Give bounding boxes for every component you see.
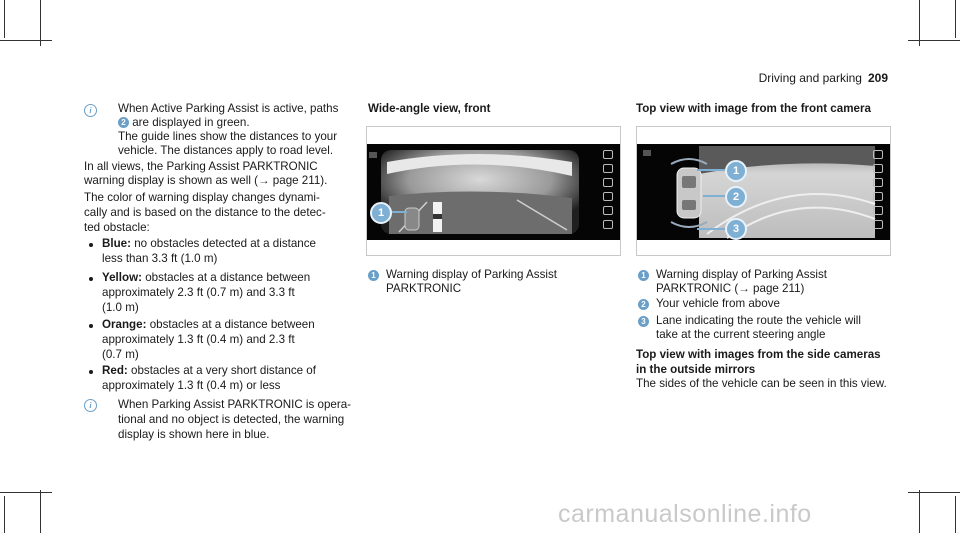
callout-leader	[697, 228, 727, 230]
bullet-term: Blue:	[102, 237, 131, 250]
crop-mark-bottom-left-v	[40, 490, 41, 533]
crop-mark-top-right-h	[908, 40, 960, 41]
note-line: When Parking Assist PARKTRONIC is opera-	[118, 398, 352, 411]
subheading: in the outside mirrors	[636, 363, 756, 376]
bullet-line	[102, 237, 316, 252]
page-number: 209	[867, 71, 888, 85]
side-menu-icon	[603, 192, 613, 201]
bullet-dot	[89, 277, 93, 281]
figure-callout: 1	[725, 160, 747, 182]
bullet-line	[102, 318, 315, 333]
crop-mark-bottom-left-v2	[4, 496, 5, 533]
side-menu-icon	[873, 178, 883, 187]
bullet-text: obstacles at a distance between	[149, 318, 315, 331]
crop-mark-bottom-right-v2	[955, 496, 956, 533]
bullet-text: obstacles at a very short distance of	[131, 364, 316, 377]
crop-mark-bottom-right-h	[908, 492, 960, 493]
body-text: The sides of the vehicle can be seen in this view.	[636, 377, 887, 390]
legend-text: take at the current steering angle	[656, 328, 826, 341]
legend-number: 2	[638, 299, 649, 310]
subheading: Top view with images from the side cameras	[636, 348, 881, 361]
bullet-line: approximately 1.3 ft (0.4 m) and 2.3 ft	[102, 333, 295, 346]
bullet-line: approximately 1.3 ft (0.4 m) or less	[102, 379, 281, 392]
paragraph-line: warning display is shown as well (→ page 211).	[84, 174, 328, 187]
legend-text: Your vehicle from above	[656, 297, 780, 310]
paragraph-line: cally and is based on the distance to the detec-	[84, 206, 326, 219]
side-menu-icon	[873, 192, 883, 201]
callout-leader	[703, 195, 727, 197]
bullet-line: approximately 2.3 ft (0.7 m) and 3.3 ft	[102, 286, 295, 299]
legend-text: PARKTRONIC	[386, 282, 462, 295]
camera-screen	[637, 144, 890, 240]
bullet-line: less than 3.3 ft (1.0 m)	[102, 252, 218, 265]
legend-number: 1	[638, 270, 649, 281]
crop-mark-bottom-left-h	[0, 492, 52, 493]
bullet-dot	[89, 243, 93, 247]
info-icon: i	[84, 399, 97, 412]
note-line	[118, 116, 250, 131]
legend-number: 3	[638, 316, 649, 327]
section-heading: Top view with image from the front camera	[636, 102, 871, 115]
callout-leader	[697, 169, 727, 171]
figure-frame	[366, 126, 621, 256]
paragraph-line: In all views, the Parking Assist PARKTRONIC	[84, 160, 318, 173]
note-text: are displayed in green.	[132, 116, 250, 129]
bullet-term: Orange:	[102, 318, 147, 331]
bullet-line	[102, 271, 310, 286]
paragraph-line: The color of warning display changes dynami-	[84, 191, 320, 204]
legend-text: Lane indicating the route the vehicle will	[656, 314, 861, 327]
crop-mark-top-right-v2	[955, 0, 956, 38]
figure-callout: 3	[725, 218, 747, 240]
bullet-line	[102, 364, 316, 379]
bullet-term: Yellow:	[102, 271, 142, 284]
crop-mark-top-left-v2	[4, 0, 5, 38]
watermark: carmanualsonline.info	[558, 500, 812, 528]
note-line: The guide lines show the distances to your	[118, 130, 338, 143]
note-line: tional and no object is detected, the warning	[118, 413, 345, 426]
figure-callout: 2	[725, 186, 747, 208]
legend-number: 1	[368, 270, 379, 281]
legend-text: Warning display of Parking Assist	[386, 268, 557, 281]
top-view-camera-image	[637, 144, 890, 240]
legend-text: PARKTRONIC (→ page 211)	[656, 282, 805, 295]
bullet-dot	[89, 370, 93, 374]
section-heading: Wide-angle view, front	[368, 102, 491, 115]
wide-angle-camera-image	[367, 144, 620, 240]
running-header	[759, 71, 888, 85]
camera-screen	[367, 144, 620, 240]
note-line: vehicle. The distances apply to road level.	[118, 144, 334, 157]
bullet-dot	[89, 324, 93, 328]
paragraph-line: ted obstacle:	[84, 221, 150, 234]
side-menu-icon	[603, 164, 613, 173]
side-menu-icon	[603, 150, 613, 159]
side-menu-icon	[873, 220, 883, 229]
side-menu-icon	[603, 178, 613, 187]
callout-badge: 2	[118, 117, 129, 128]
side-menu-icon	[603, 206, 613, 215]
crop-mark-top-left-h	[0, 40, 52, 41]
crop-mark-bottom-right-v	[919, 490, 920, 533]
note-line: When Active Parking Assist is active, paths	[118, 102, 339, 115]
bullet-line: (0.7 m)	[102, 348, 139, 361]
side-menu-icon	[873, 150, 883, 159]
side-menu-icon	[873, 164, 883, 173]
figure-callout: 1	[370, 202, 392, 224]
note-line: display is shown here in blue.	[118, 428, 270, 441]
side-menu-icon	[873, 206, 883, 215]
bullet-line: (1.0 m)	[102, 301, 139, 314]
bullet-text: no obstacles detected at a distance	[134, 237, 316, 250]
figure-frame	[636, 126, 891, 256]
section-title: Driving and parking	[758, 71, 862, 85]
bullet-text: obstacles at a distance between	[145, 271, 311, 284]
side-menu-icon	[603, 220, 613, 229]
legend-text: Warning display of Parking Assist	[656, 268, 827, 281]
bullet-term: Red:	[102, 364, 128, 377]
info-icon: i	[84, 104, 97, 117]
